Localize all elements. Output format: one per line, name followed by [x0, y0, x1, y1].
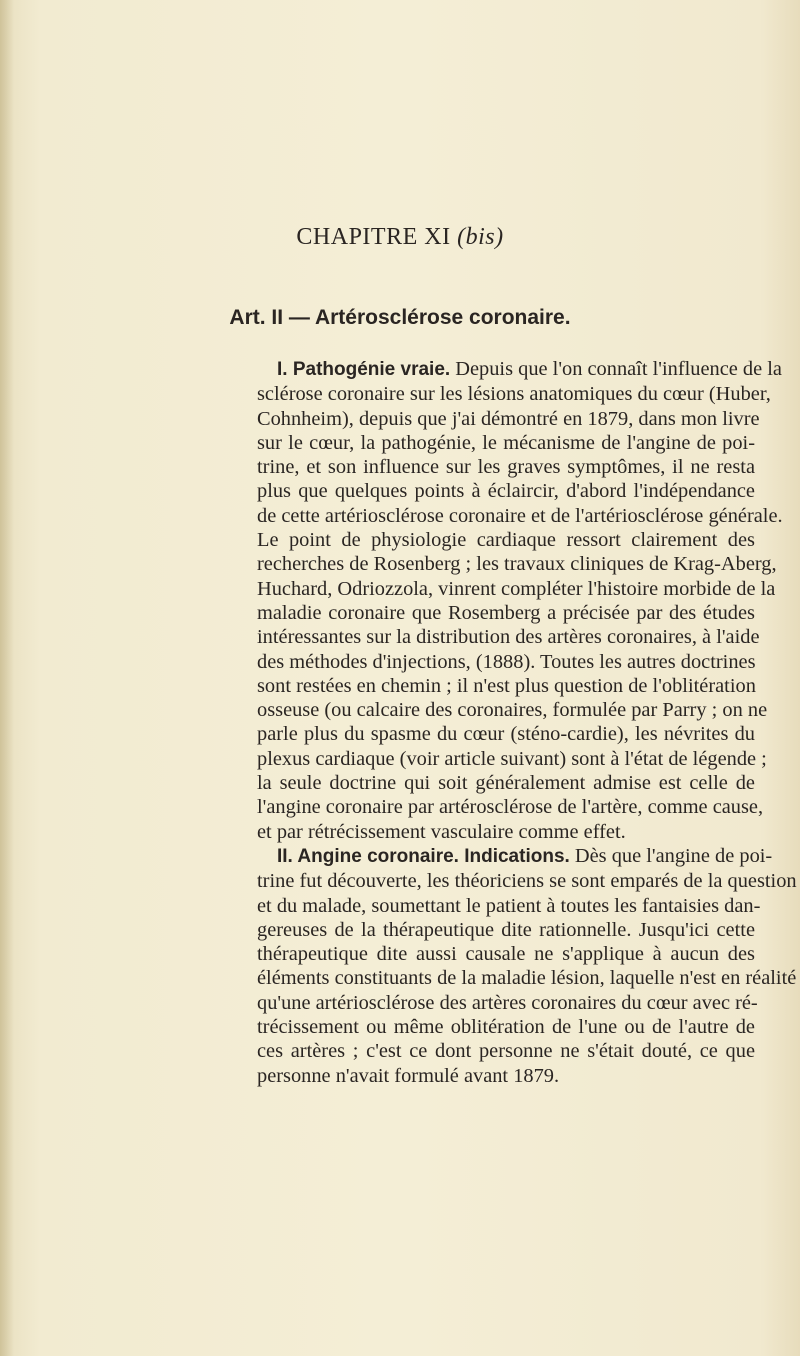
section-1-line-14: osseuse (ou calcaire des coronaires, formulée par Parry ; on ne — [257, 699, 768, 722]
section-1-line-8: recherches de Rosenberg ; les travaux cliniques de Krag-Aberg, — [257, 553, 777, 576]
article-title: Art. II — Artérosclérose coronaire. — [229, 306, 571, 329]
section-1-line-5: plus que quelques points à éclaircir, d'abord l'indépendance — [257, 480, 755, 503]
section-1-line-18: l'angine coronaire par artérosclérose de l'artère, comme cause, — [257, 796, 764, 819]
chapter-title — [0, 224, 800, 251]
section-2-line-8: ces artères ; c'est ce dont personne ne s'était douté, ce que — [257, 1040, 755, 1063]
section-2-line-7: trécissement ou même oblitération de l'une ou de l'autre de — [257, 1016, 755, 1039]
section-1-line-12: des méthodes d'injections, (1888). Toutes les autres doctrines — [257, 650, 756, 673]
chapter-title-text: CHAPITRE XI — [296, 224, 451, 250]
section-2-line-1: trine fut découverte, les théoriciens se sont emparés de la question — [257, 870, 797, 893]
section-2-heading: II. Angine coronaire. Indications. — [277, 845, 570, 867]
section-2-line-3: gereuses de la thérapeutique dite rationnelle. Jusqu'ici cette — [257, 918, 755, 941]
section-1-line-1: sclérose coronaire sur les lésions anatomiques du cœur (Huber, — [257, 383, 771, 406]
body-text — [257, 357, 797, 1088]
section-1-line-16: plexus cardiaque (voir article suivant) sont à l'état de légende ; — [257, 747, 767, 770]
section-2-line-0: II. Angine coronaire. Indications. Dès que l'angine de poi- — [277, 844, 773, 867]
section-1-line-6: de cette artériosclérose coronaire et de l'artériosclérose générale. — [257, 504, 783, 527]
section-1-line-15: parle plus du spasme du cœur (sténo-cardie), les névrites du — [257, 723, 755, 746]
section-1-line-0: I. Pathogénie vraie. Depuis que l'on connaît l'influence de la — [277, 358, 782, 380]
section-1-line-4: trine, et son influence sur les graves symptômes, il ne resta — [257, 456, 755, 479]
section-1-line-7: Le point de physiologie cardiaque ressort clairement des — [257, 529, 755, 552]
section-1-line-19: et par rétrécissement vasculaire comme effet. — [257, 820, 626, 843]
section-1-line-10: maladie coronaire que Rosemberg a précisée par des études — [257, 601, 755, 624]
section-1-line-17: la seule doctrine qui soit généralement admise est celle de — [257, 772, 755, 795]
binding-shadow — [0, 0, 14, 1356]
section-1-line-2: Cohnheim), depuis que j'ai démontré en 1879, dans mon livre — [257, 407, 760, 430]
section-2-line-5: éléments constituants de la maladie lésion, laquelle n'est en réalité — [257, 967, 797, 990]
section-1-line-9: Huchard, Odriozzola, vinrent compléter l'histoire morbide de la — [257, 577, 776, 600]
chapter-title-suffix: (bis) — [457, 224, 504, 250]
section-2-line-2: et du malade, soumettant le patient à toutes les fantaisies dan- — [257, 894, 761, 917]
section-2-line-9: personne n'avait formulé avant 1879. — [257, 1064, 560, 1087]
section-1-line-3: sur le cœur, la pathogénie, le mécanisme de l'angine de poi- — [257, 431, 755, 454]
section-1-line-13: sont restées en chemin ; il n'est plus question de l'oblitération — [257, 674, 756, 697]
section-2-line-6: qu'une artériosclérose des artères coronaires du cœur avec ré- — [257, 991, 758, 1014]
section-1-line-11: intéressantes sur la distribution des artères coronaires, à l'aide — [257, 626, 760, 649]
section-1-heading: I. Pathogénie vraie. — [277, 359, 451, 380]
section-2-line-4: thérapeutique dite aussi causale ne s'applique à aucun des — [257, 943, 755, 966]
